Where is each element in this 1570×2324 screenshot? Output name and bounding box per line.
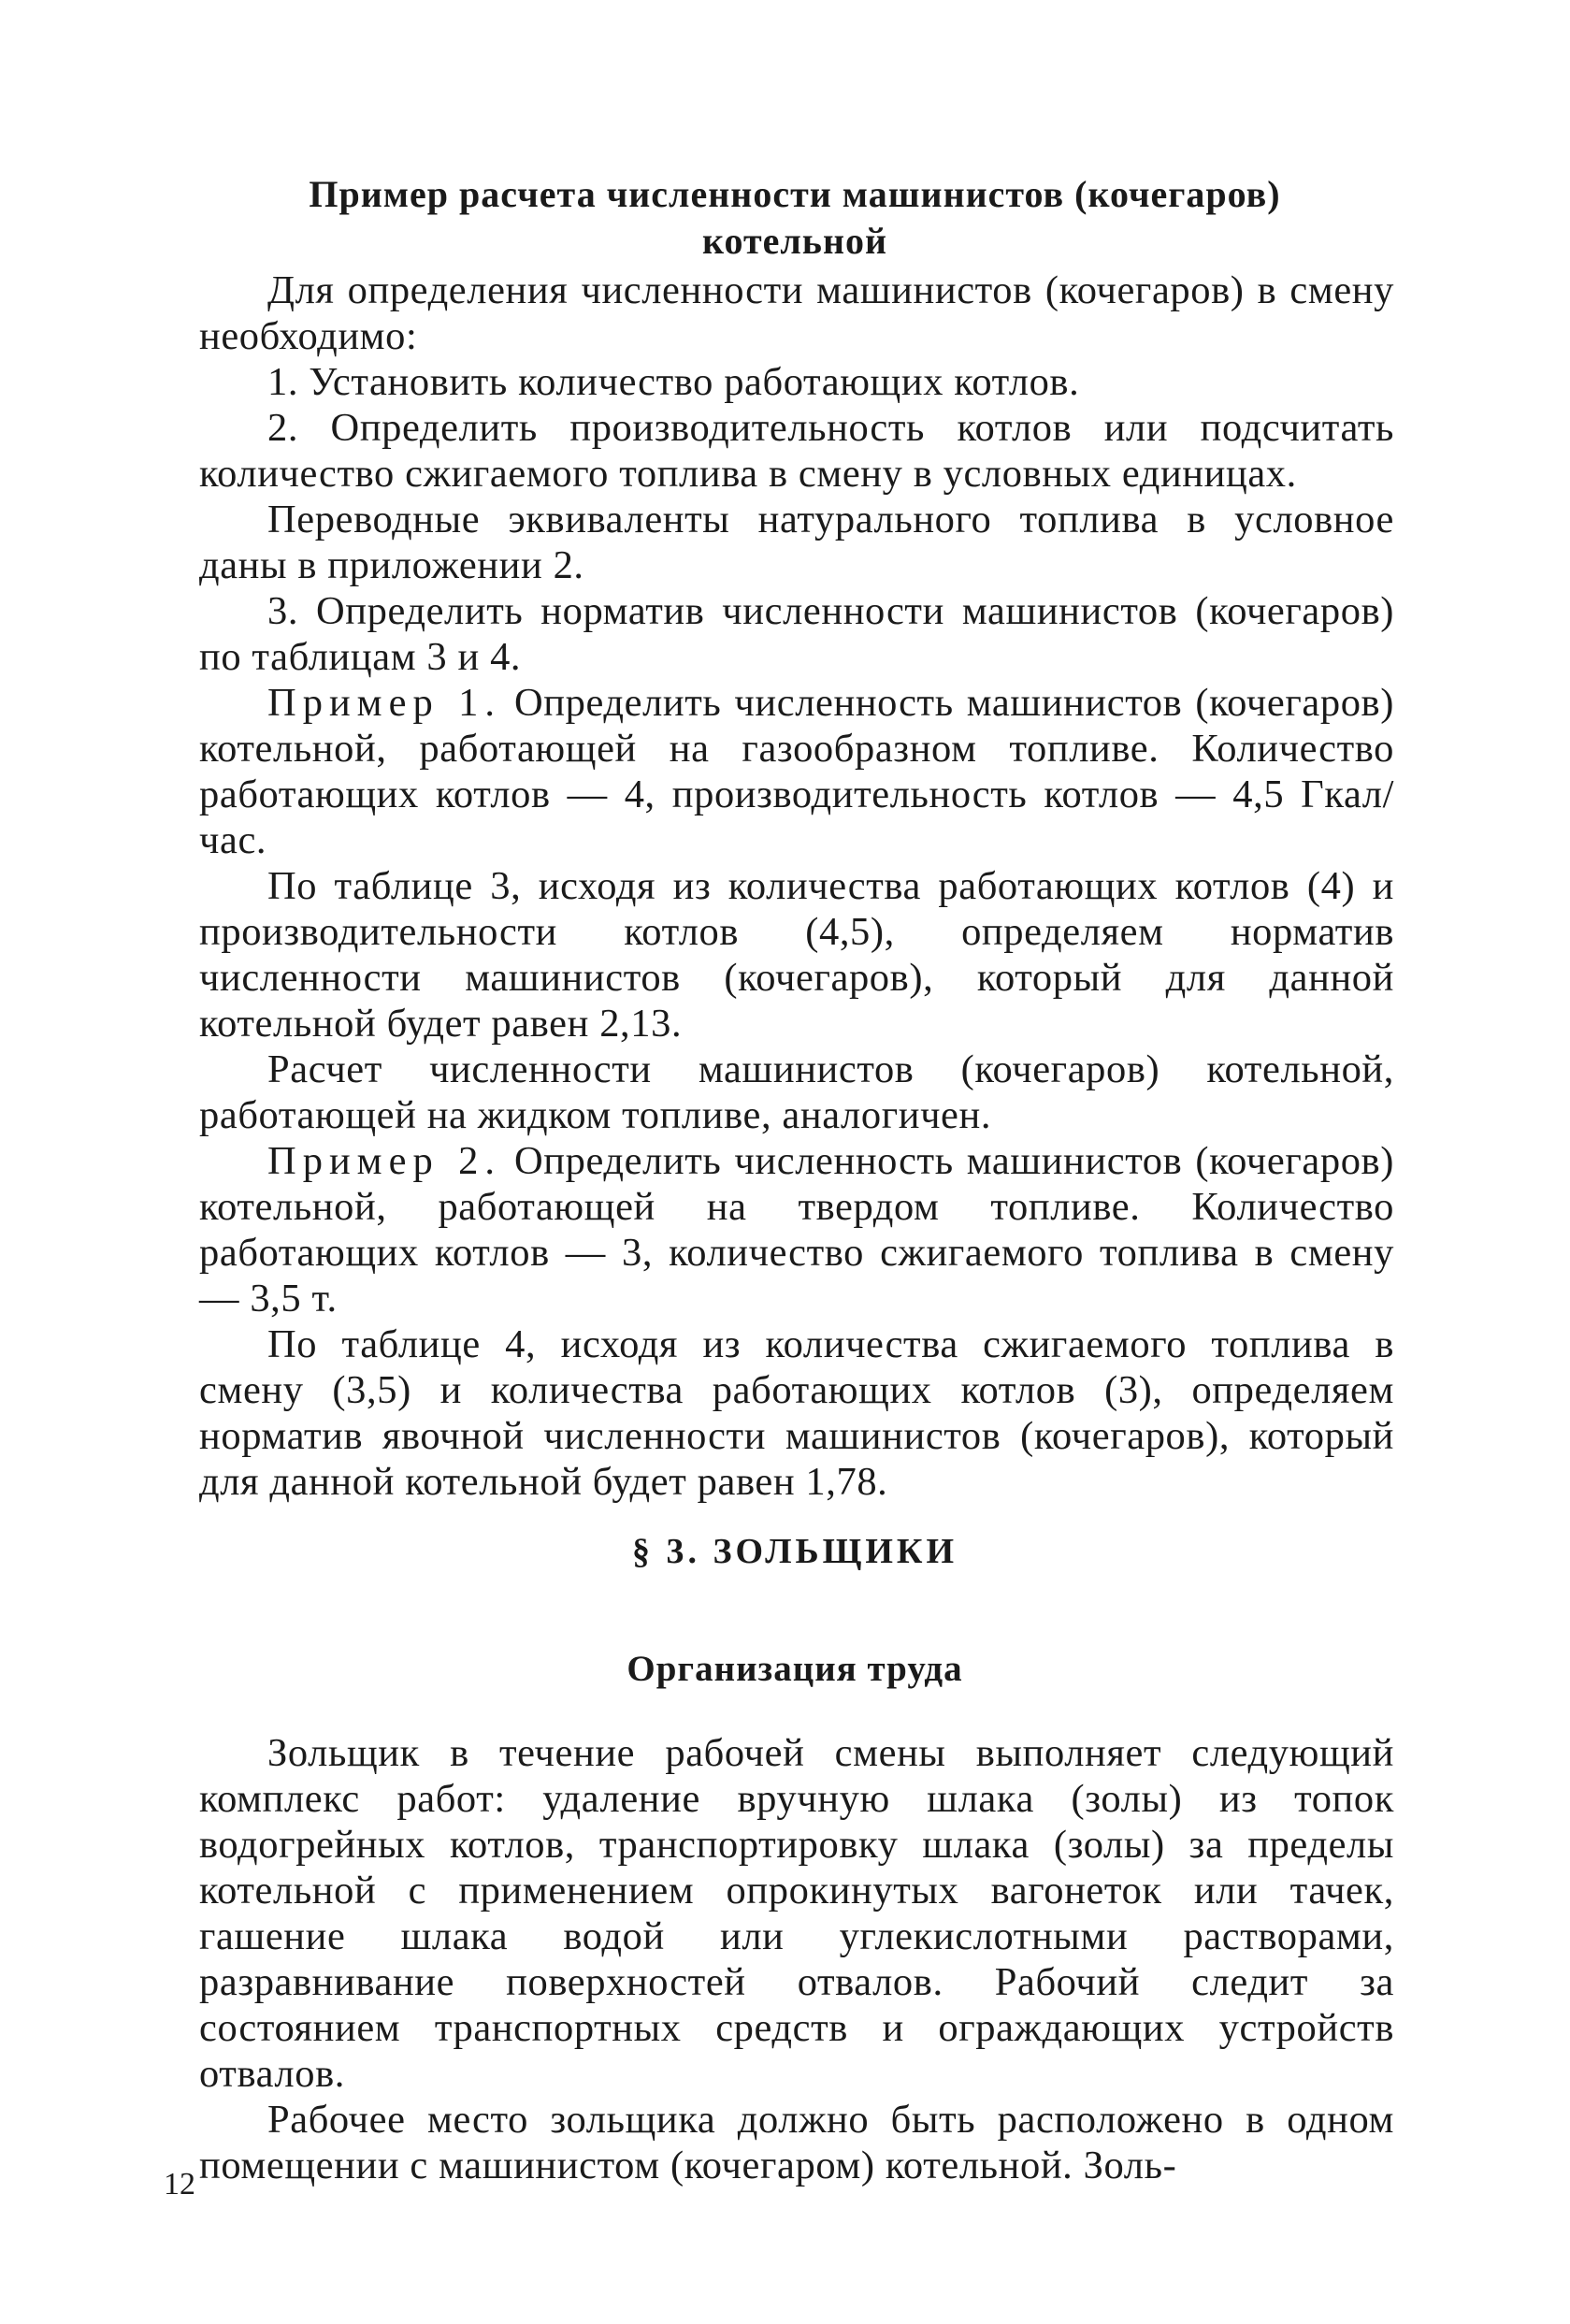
section-3-paragraph-1: Зольщик в течение рабочей смены выполняет следующий комплекс работ: удаление вручную шлака (золы) из топок водогрейных котлов, транспортировку шлака (золы) за пределы котельной с применением опрокинутых вагонеток или тачек, гашение шлака водой или углекислотными растворами, разравнивание поверхностей отвалов. Рабочий следит за состоянием транспортных средств и ограждающих устройств отвалов. [199, 1731, 1394, 2096]
section-3-title: § 3. ЗОЛЬЩИКИ [631, 1532, 958, 1571]
conversion-note: Переводные эквиваленты натурального топлива в условное даны в приложении 2. [199, 498, 1394, 587]
step-3: 3. Определить норматив численности машинистов (кочегаров) по таблицам 3 и 4. [199, 589, 1394, 679]
example-title-line2: котельной [701, 220, 888, 262]
example-1-solution: По таблице 3, исходя из количества работающих котлов (4) и производительности котлов (4,5), определяем норматив численности машинистов (кочегаров), который для данной котельной будет равен 2,13. [199, 864, 1394, 1046]
step-2: 2. Определить производительность котлов или подсчитать количество сжигаемого топлива в смену в условных единицах. [199, 406, 1394, 496]
section-3-body [199, 1730, 1394, 2188]
step-1: 1. Установить количество работающих котлов. [267, 360, 1080, 404]
example-2-text: Определить численность машинистов (кочегаров) котельной, работающей на твердом топливе. Количество работающих котлов — 3, количество сжигаемого топлива в смену — 3,5 т. [199, 1139, 1394, 1321]
liquid-fuel-note: Расчет численности машинистов (кочегаров) котельной, работающей на жидком топливе, аналогичен. [199, 1047, 1394, 1137]
example-title [196, 171, 1393, 265]
intro-paragraph: Для определения численности машинистов (кочегаров) в смену необходимо: [199, 268, 1394, 358]
example-title-line1: Пример расчета численности машинистов (кочегаров) [309, 173, 1281, 215]
example-2-label: Пример 2. [267, 1139, 501, 1183]
section-3-subtitle: Организация труда [627, 1649, 963, 1689]
page-number: 12 [164, 2167, 195, 2201]
example-2-paragraph [199, 1138, 1394, 1321]
example-body [199, 267, 1394, 1505]
example-2-solution: По таблице 4, исходя из количества сжигаемого топлива в смену (3,5) и количества работающих котлов (3), определяем норматив явочной численности машинистов (кочегаров), который для данной котельной будет равен 1,78. [199, 1322, 1394, 1504]
example-1-label: Пример 1. [267, 681, 501, 725]
section-3-paragraph-2: Рабочее место зольщика должно быть расположено в одном помещении с машинистом (кочегаром) котельной. Золь- [199, 2098, 1394, 2187]
example-1-paragraph [199, 680, 1394, 863]
example-1-text: Определить численность машинистов (кочегаров) котельной, работающей на газообразном топливе. Количество работающих котлов — 4, производительность котлов — 4,5 Гкал/час. [199, 681, 1394, 862]
